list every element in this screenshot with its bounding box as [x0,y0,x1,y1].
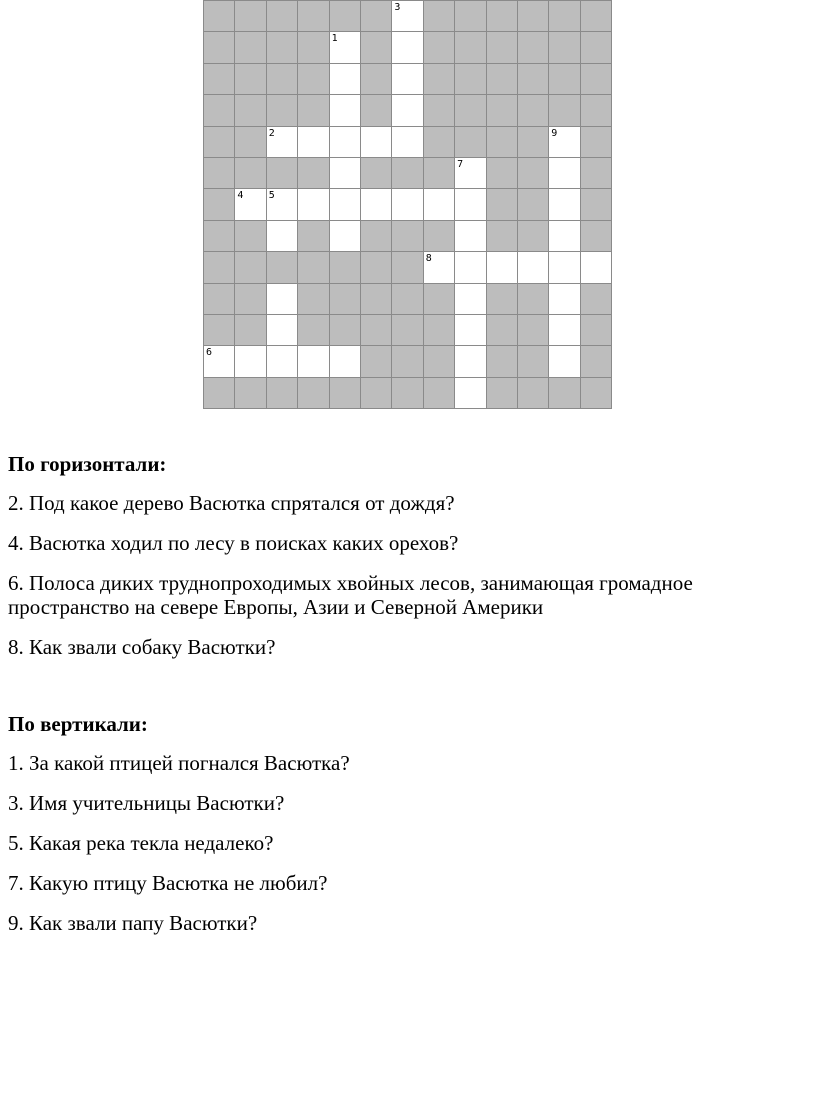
crossword-cell-open[interactable] [391,188,422,219]
clue-down-1: 1. За какой птицей погнался Васютка? [8,751,350,775]
crossword-cell-blocked [580,157,611,188]
crossword-cell-open[interactable] [266,345,297,376]
crossword-cell-blocked [548,63,579,94]
crossword-cell-blocked [297,377,328,408]
crossword-cell-open[interactable] [548,283,579,314]
crossword-cell-blocked [580,188,611,219]
crossword-cell-blocked [234,283,265,314]
crossword-cell-blocked [329,377,360,408]
clue-across-6: 6. Полоса диких труднопроходимых хвойных лесов, занимающая громадное пространство на севере Европы, Азии и Северной Америки [8,571,693,619]
crossword-cell-blocked [454,63,485,94]
clue-down-9: 9. Как звали папу Васютки? [8,911,258,935]
crossword-cell-blocked [360,314,391,345]
crossword-cell-blocked [297,31,328,62]
crossword-cell-blocked [486,157,517,188]
crossword-cell-blocked [580,220,611,251]
crossword-cell-blocked [486,220,517,251]
crossword-cell-blocked [423,314,454,345]
cell-number: 6 [206,347,213,359]
clue-down-3: 3. Имя учительницы Васютки? [8,791,285,815]
crossword-cell-blocked [486,0,517,31]
crossword-cell-open[interactable] [360,188,391,219]
crossword-cell-blocked [454,94,485,125]
crossword-cell-open[interactable] [329,31,360,62]
crossword-cell-open[interactable] [329,220,360,251]
crossword-cell-blocked [203,31,234,62]
crossword-cell-open[interactable] [548,314,579,345]
crossword-cell-open[interactable] [454,283,485,314]
crossword-cell-blocked [580,345,611,376]
crossword-cell-open[interactable] [360,126,391,157]
cell-number: 1 [331,33,338,45]
crossword-cell-open[interactable] [234,345,265,376]
crossword-cell-blocked [486,63,517,94]
cell-number: 9 [551,127,558,139]
crossword-cell-blocked [329,251,360,282]
crossword-cell-open[interactable] [454,251,485,282]
crossword-cell-blocked [203,0,234,31]
crossword-cell-blocked [360,31,391,62]
crossword-cell-blocked [423,283,454,314]
cell-number: 8 [425,253,432,265]
crossword-cell-blocked [266,377,297,408]
crossword-cell-blocked [203,63,234,94]
crossword-cell-blocked [234,251,265,282]
crossword-cell-open[interactable] [329,157,360,188]
crossword-cell-blocked [548,31,579,62]
crossword-cell-blocked [580,314,611,345]
crossword-cell-blocked [517,283,548,314]
crossword-cell-blocked [517,126,548,157]
crossword-cell-blocked [234,0,265,31]
crossword-cell-open[interactable] [454,188,485,219]
crossword-cell-blocked [360,157,391,188]
crossword-cell-blocked [203,188,234,219]
crossword-cell-blocked [297,251,328,282]
crossword-cell-open[interactable] [266,188,297,219]
crossword-cell-blocked [360,63,391,94]
crossword-cell-blocked [297,94,328,125]
crossword-cell-blocked [423,377,454,408]
crossword-cell-open[interactable] [423,251,454,282]
crossword-cell-blocked [391,220,422,251]
crossword-cell-blocked [486,188,517,219]
crossword-grid [203,0,612,409]
crossword-cell-open[interactable] [266,126,297,157]
crossword-cell-blocked [391,314,422,345]
crossword-cell-blocked [580,94,611,125]
crossword-cell-blocked [423,63,454,94]
crossword-cell-blocked [360,251,391,282]
crossword-cell-blocked [517,188,548,219]
crossword-cell-open[interactable] [266,220,297,251]
crossword-cell-blocked [517,0,548,31]
crossword-cell-blocked [234,314,265,345]
crossword-cell-blocked [203,94,234,125]
crossword-cell-blocked [486,345,517,376]
crossword-cell-blocked [423,31,454,62]
crossword-cell-open[interactable] [548,251,579,282]
crossword-cell-blocked [580,63,611,94]
crossword-cell-blocked [517,314,548,345]
crossword-cell-open[interactable] [391,31,422,62]
down-clues [8,712,798,951]
crossword-cell-blocked [203,314,234,345]
crossword-cell-blocked [423,94,454,125]
crossword-cell-blocked [297,0,328,31]
crossword-cell-open[interactable] [548,126,579,157]
crossword-cell-open[interactable] [423,188,454,219]
crossword-cell-blocked [329,314,360,345]
crossword-cell-blocked [391,345,422,376]
crossword-cell-blocked [203,126,234,157]
crossword-cell-blocked [297,63,328,94]
crossword-cell-open[interactable] [548,220,579,251]
crossword-cell-blocked [266,94,297,125]
crossword-cell-open[interactable] [329,345,360,376]
crossword-cell-open[interactable] [454,157,485,188]
crossword-cell-open[interactable] [297,345,328,376]
crossword-cell-blocked [234,94,265,125]
crossword-cell-blocked [580,126,611,157]
crossword-cell-blocked [517,94,548,125]
crossword-cell-blocked [454,0,485,31]
crossword-cell-blocked [203,220,234,251]
crossword-cell-blocked [517,157,548,188]
crossword-cell-open[interactable] [329,126,360,157]
crossword-cell-blocked [266,157,297,188]
crossword-cell-blocked [360,283,391,314]
crossword-cell-blocked [360,0,391,31]
crossword-cell-blocked [486,314,517,345]
crossword-cell-blocked [423,345,454,376]
crossword-cell-blocked [297,283,328,314]
cell-number: 5 [268,190,275,202]
clue-down-5: 5. Какая река текла недалеко? [8,831,274,855]
crossword-cell-blocked [423,157,454,188]
crossword-cell-blocked [517,220,548,251]
crossword-cell-blocked [517,345,548,376]
crossword-cell-blocked [266,63,297,94]
crossword-cell-open[interactable] [234,188,265,219]
crossword-cell-open[interactable] [391,0,422,31]
crossword-cell-blocked [486,126,517,157]
crossword-cell-open[interactable] [297,188,328,219]
crossword-cell-blocked [234,377,265,408]
crossword-cell-open[interactable] [329,188,360,219]
clue-across-4: 4. Васютка ходил по лесу в поисках каких орехов? [8,531,459,555]
crossword-cell-blocked [234,220,265,251]
crossword-cell-blocked [203,157,234,188]
crossword-cell-blocked [329,0,360,31]
crossword-cell-blocked [548,377,579,408]
clue-across-8: 8. Как звали собаку Васютки? [8,635,276,659]
crossword-cell-blocked [297,220,328,251]
crossword-cell-open[interactable] [297,126,328,157]
down-heading: По вертикали: [8,712,148,736]
crossword-cell-open[interactable] [266,283,297,314]
crossword-cell-open[interactable] [454,377,485,408]
crossword-cell-blocked [580,377,611,408]
crossword-cell-blocked [360,377,391,408]
crossword-cell-blocked [580,283,611,314]
across-clues [8,452,798,675]
crossword-cell-blocked [234,63,265,94]
crossword-cell-blocked [548,0,579,31]
clue-across-2: 2. Под какое дерево Васютка спрятался от дождя? [8,491,455,515]
crossword-cell-blocked [203,377,234,408]
crossword-cell-open[interactable] [329,94,360,125]
cell-number: 3 [394,2,401,13]
across-heading: По горизонтали: [8,452,167,476]
crossword-cell-blocked [423,126,454,157]
crossword-cell-open[interactable] [548,345,579,376]
crossword-cell-blocked [329,283,360,314]
crossword-cell-blocked [391,251,422,282]
crossword-cell-blocked [486,31,517,62]
crossword-cell-blocked [203,251,234,282]
crossword-cell-blocked [297,157,328,188]
crossword-cell-blocked [486,283,517,314]
crossword-cell-open[interactable] [329,63,360,94]
crossword-cell-blocked [266,0,297,31]
crossword-cell-blocked [391,157,422,188]
clue-down-7: 7. Какую птицу Васютка не любил? [8,871,328,895]
crossword-cell-blocked [548,94,579,125]
crossword-cell-open[interactable] [548,188,579,219]
crossword-cell-blocked [454,126,485,157]
crossword-cell-open[interactable] [454,345,485,376]
crossword-cell-blocked [423,220,454,251]
crossword-cell-blocked [234,157,265,188]
crossword-cell-blocked [454,31,485,62]
crossword-cell-blocked [360,94,391,125]
crossword-cell-open[interactable] [391,94,422,125]
cell-number: 2 [268,127,275,139]
crossword-cell-open[interactable] [454,220,485,251]
crossword-cell-open[interactable] [454,314,485,345]
crossword-cell-blocked [266,251,297,282]
crossword-cell-open[interactable] [486,251,517,282]
cell-number: 7 [457,158,464,170]
crossword-cell-blocked [360,345,391,376]
crossword-cell-open[interactable] [266,314,297,345]
crossword-cell-open[interactable] [580,251,611,282]
crossword-cell-blocked [486,94,517,125]
crossword-cell-blocked [517,63,548,94]
crossword-cell-open[interactable] [203,345,234,376]
crossword-cell-open[interactable] [517,251,548,282]
crossword-cell-blocked [234,126,265,157]
cell-number: 4 [237,190,244,202]
crossword-cell-blocked [391,283,422,314]
crossword-cell-blocked [297,314,328,345]
crossword-cell-blocked [517,31,548,62]
crossword-cell-blocked [266,31,297,62]
crossword-cell-blocked [391,377,422,408]
crossword-cell-blocked [360,220,391,251]
crossword-cell-blocked [234,31,265,62]
crossword-cell-blocked [580,31,611,62]
crossword-cell-blocked [486,377,517,408]
crossword-cell-blocked [580,0,611,31]
crossword-cell-blocked [423,0,454,31]
crossword-cell-open[interactable] [391,63,422,94]
crossword-cell-blocked [203,283,234,314]
crossword-cell-open[interactable] [391,126,422,157]
crossword-cell-open[interactable] [548,157,579,188]
crossword-cell-blocked [517,377,548,408]
